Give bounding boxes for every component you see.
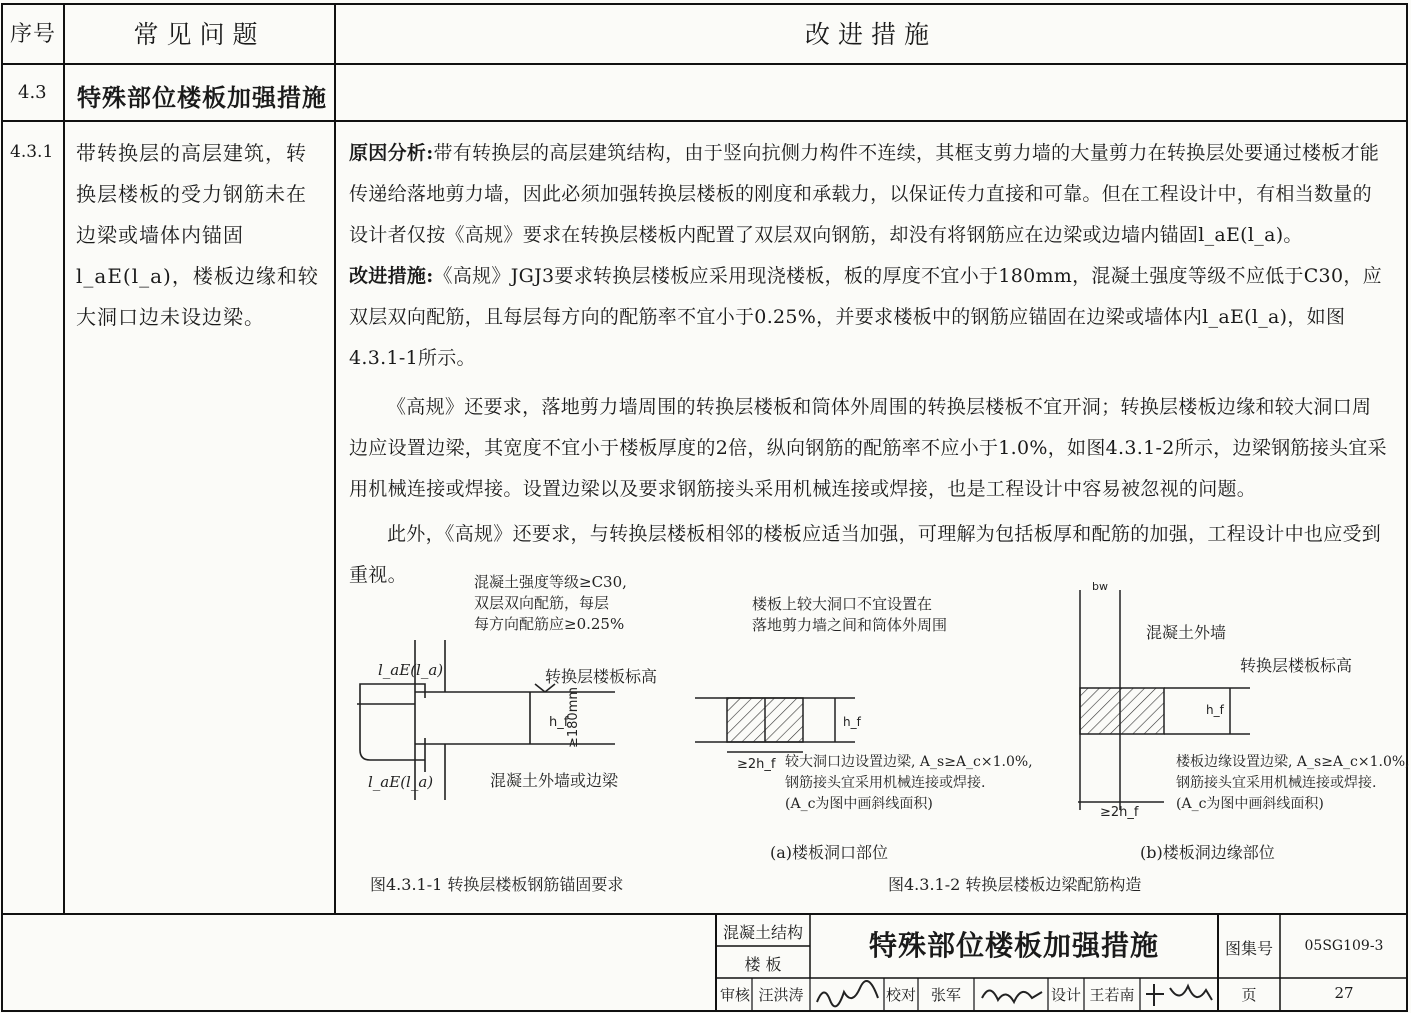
fig1-caption: 图4.3.1-1 转换层楼板钢筋锚固要求 bbox=[370, 875, 624, 894]
measure-label: 改进措施: bbox=[349, 265, 434, 287]
paragraph-2: 《高规》还要求，落地剪力墙周围的转换层楼板和筒体外周围的转换层楼板不宜开洞；转换层楼板边缘和较大洞口周边应设置边梁，其宽度不宜小于楼板厚度的2倍，纵向钢筋的配筋率不应小于1.0%，如图4.3.1-2所示，边梁钢筋接头宜采用机械连接或焊接。设置边梁以及要求钢筋接头采用机械连接或焊接，也是工程设计中容易被忽视的问题。 bbox=[349, 396, 1387, 500]
tb-design-label: 设计 bbox=[1050, 986, 1081, 1004]
tb-title: 特殊部位楼板加强措施 bbox=[868, 929, 1159, 962]
fig2a-spec-line-1: 较大洞口边设置边梁, A_s≥A_c×1.0%, bbox=[785, 754, 1033, 770]
tb-category-1: 混凝土结构 bbox=[722, 923, 803, 942]
fig2b-subcaption: (b)楼板洞边缘部位 bbox=[1140, 843, 1275, 862]
tb-page-label: 页 bbox=[1241, 986, 1257, 1004]
tb-design-name: 王若南 bbox=[1089, 986, 1135, 1004]
fig1-note-line-2: 双层双向配筋，每层 bbox=[474, 594, 610, 612]
measure-text: 《高规》JGJ3要求转换层楼板应采用现浇楼板，板的厚度不宜小于180mm，混凝土强度等级不应低于C30，应双层双向配筋，且每层每方向的配筋率不宜小于0.25%，并要求楼板中的钢筋应锚固在边梁或墙体内l_aE(l_a)，如图4.3.1-1所示。 bbox=[349, 265, 1382, 369]
section-number: 4.3 bbox=[18, 82, 47, 103]
fig2a-spec-line-3: (A_c为图中画斜线面积) bbox=[785, 796, 933, 812]
fig2a-note bbox=[752, 594, 947, 636]
signature-check bbox=[976, 980, 1046, 1010]
header-seq: 序号 bbox=[9, 22, 56, 47]
fig1-note-line-1: 混凝土强度等级≥C30, bbox=[474, 573, 627, 591]
tb-review-label: 审核 bbox=[719, 986, 750, 1004]
cause-text: 带有转换层的高层建筑结构，由于竖向抗侧力构件不连续，其框支剪力墙的大量剪力在转换层处要通过楼板才能传递给落地剪力墙，因此必须加强转换层楼板的刚度和承载力，以保证传力直接和可靠。但在工程设计中，有相当数量的设计者仅按《高规》要求在转换层楼板内配置了双层双向钢筋，却没有将钢筋应在边梁或边墙内锚固l_aE(l_a)。 bbox=[349, 142, 1380, 246]
fig1-dim-lower: l_aE(l_a) bbox=[368, 773, 434, 791]
fig1-label-wall: 混凝土外墙或边梁 bbox=[490, 771, 619, 790]
tb-atlas-label: 图集号 bbox=[1224, 939, 1273, 958]
header-problem: 常见问题 bbox=[133, 20, 266, 49]
fig2a-note-line-2: 落地剪力墙之间和筒体外周围 bbox=[752, 616, 948, 634]
signature-design bbox=[1142, 980, 1216, 1010]
tb-atlas-no: 05SG109-3 bbox=[1304, 938, 1384, 954]
signature-review bbox=[812, 980, 882, 1010]
fig1-dim-upper: l_aE(l_a) bbox=[378, 661, 444, 679]
measures-body bbox=[349, 133, 1389, 596]
tb-page-no: 27 bbox=[1334, 984, 1354, 1002]
fig2a-spec-line-2: 钢筋接头宜采用机械连接或焊接. bbox=[785, 775, 986, 791]
cause-label: 原因分析: bbox=[349, 142, 434, 164]
fig2a-dim-width: ≥2h_f bbox=[737, 757, 776, 772]
fig1-label-level: 转换层楼板标高 bbox=[545, 667, 658, 686]
fig2a-spec bbox=[785, 752, 1033, 815]
fig2b-label-wall: 混凝土外墙 bbox=[1146, 623, 1227, 642]
fig1-dim-hf: h_f bbox=[549, 715, 569, 730]
row-number: 4.3.1 bbox=[10, 142, 54, 162]
tb-category-2: 楼 板 bbox=[744, 955, 782, 974]
section-title: 特殊部位楼板加强措施 bbox=[77, 83, 327, 112]
fig1-dim-thick: ≥180mm bbox=[566, 686, 581, 748]
fig2b-spec-line-2: 钢筋接头宜采用机械连接或焊接. bbox=[1176, 775, 1377, 791]
fig2b-spec-line-3: (A_c为图中画斜线面积) bbox=[1176, 796, 1324, 812]
fig2b-dim-width: ≥2h_f bbox=[1100, 805, 1139, 820]
fig2b-dim-hf: h_f bbox=[1206, 703, 1224, 717]
tb-check-label: 校对 bbox=[885, 986, 916, 1004]
tb-check-name: 张军 bbox=[930, 986, 961, 1004]
fig2b-label-level: 转换层楼板标高 bbox=[1240, 656, 1353, 675]
tb-review-name: 汪洪涛 bbox=[758, 986, 804, 1004]
fig2b-spec-line-1: 楼板边缘设置边梁, A_s≥A_c×1.0%, bbox=[1176, 754, 1410, 770]
fig2-caption: 图4.3.1-2 转换层楼板边梁配筋构造 bbox=[888, 875, 1142, 894]
fig2a-subcaption: (a)楼板洞口部位 bbox=[770, 843, 889, 862]
fig2a-dim-hf: h_f bbox=[843, 715, 861, 729]
header-measures: 改进措施 bbox=[804, 20, 937, 49]
problem-text: 带转换层的高层建筑，转换层楼板的受力钢筋未在边梁或墙体内锚固l_aE(l_a)，楼板边缘和较大洞口边未设边梁。 bbox=[76, 141, 319, 329]
fig2b-spec bbox=[1176, 752, 1410, 815]
fig2a-note-line-1: 楼板上较大洞口不宜设置在 bbox=[752, 595, 933, 613]
fig1-note bbox=[474, 572, 627, 635]
fig1-note-line-3: 每方向配筋应≥0.25% bbox=[474, 615, 625, 633]
paragraph-3: 此外，《高规》还要求，与转换层楼板相邻的楼板应适当加强，可理解为包括板厚和配筋的加强，工程设计中也应受到重视。 bbox=[349, 523, 1382, 586]
fig2b-dim-bw: bw bbox=[1092, 580, 1108, 593]
